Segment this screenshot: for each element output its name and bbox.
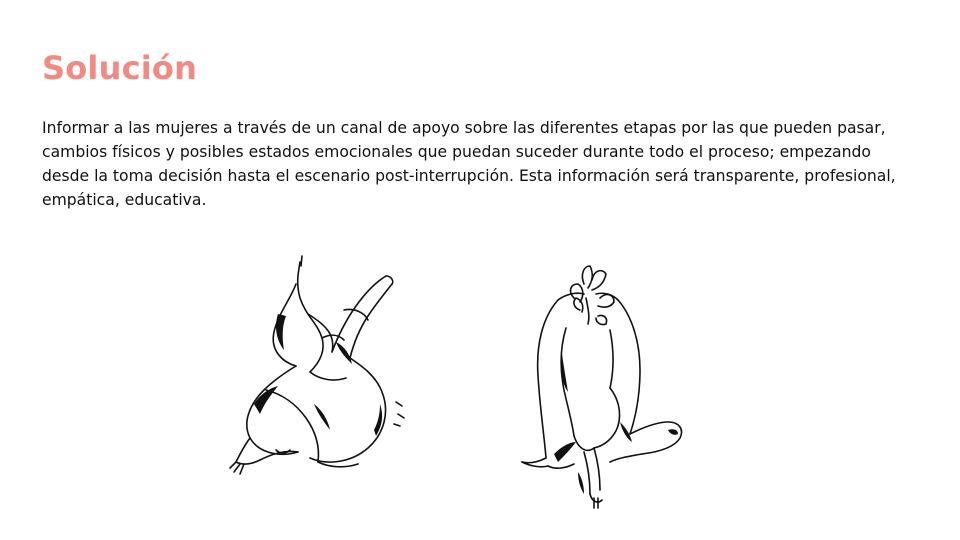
slide-title: Solución	[42, 49, 198, 87]
curled-figure-illustration	[226, 254, 416, 479]
seated-figure-illustration	[518, 258, 690, 512]
slide-body-text: Informar a las mujeres a través de un canal de apoyo sobre las diferentes etapas por las que pueden pasar, cambios físicos y posibles estados emocionales que puedan suceder durante todo el proceso; empezando desde la toma decisión hasta el escenario post-interrupción. Esta información será transparente, profesional, empática, educativa.	[42, 119, 896, 209]
